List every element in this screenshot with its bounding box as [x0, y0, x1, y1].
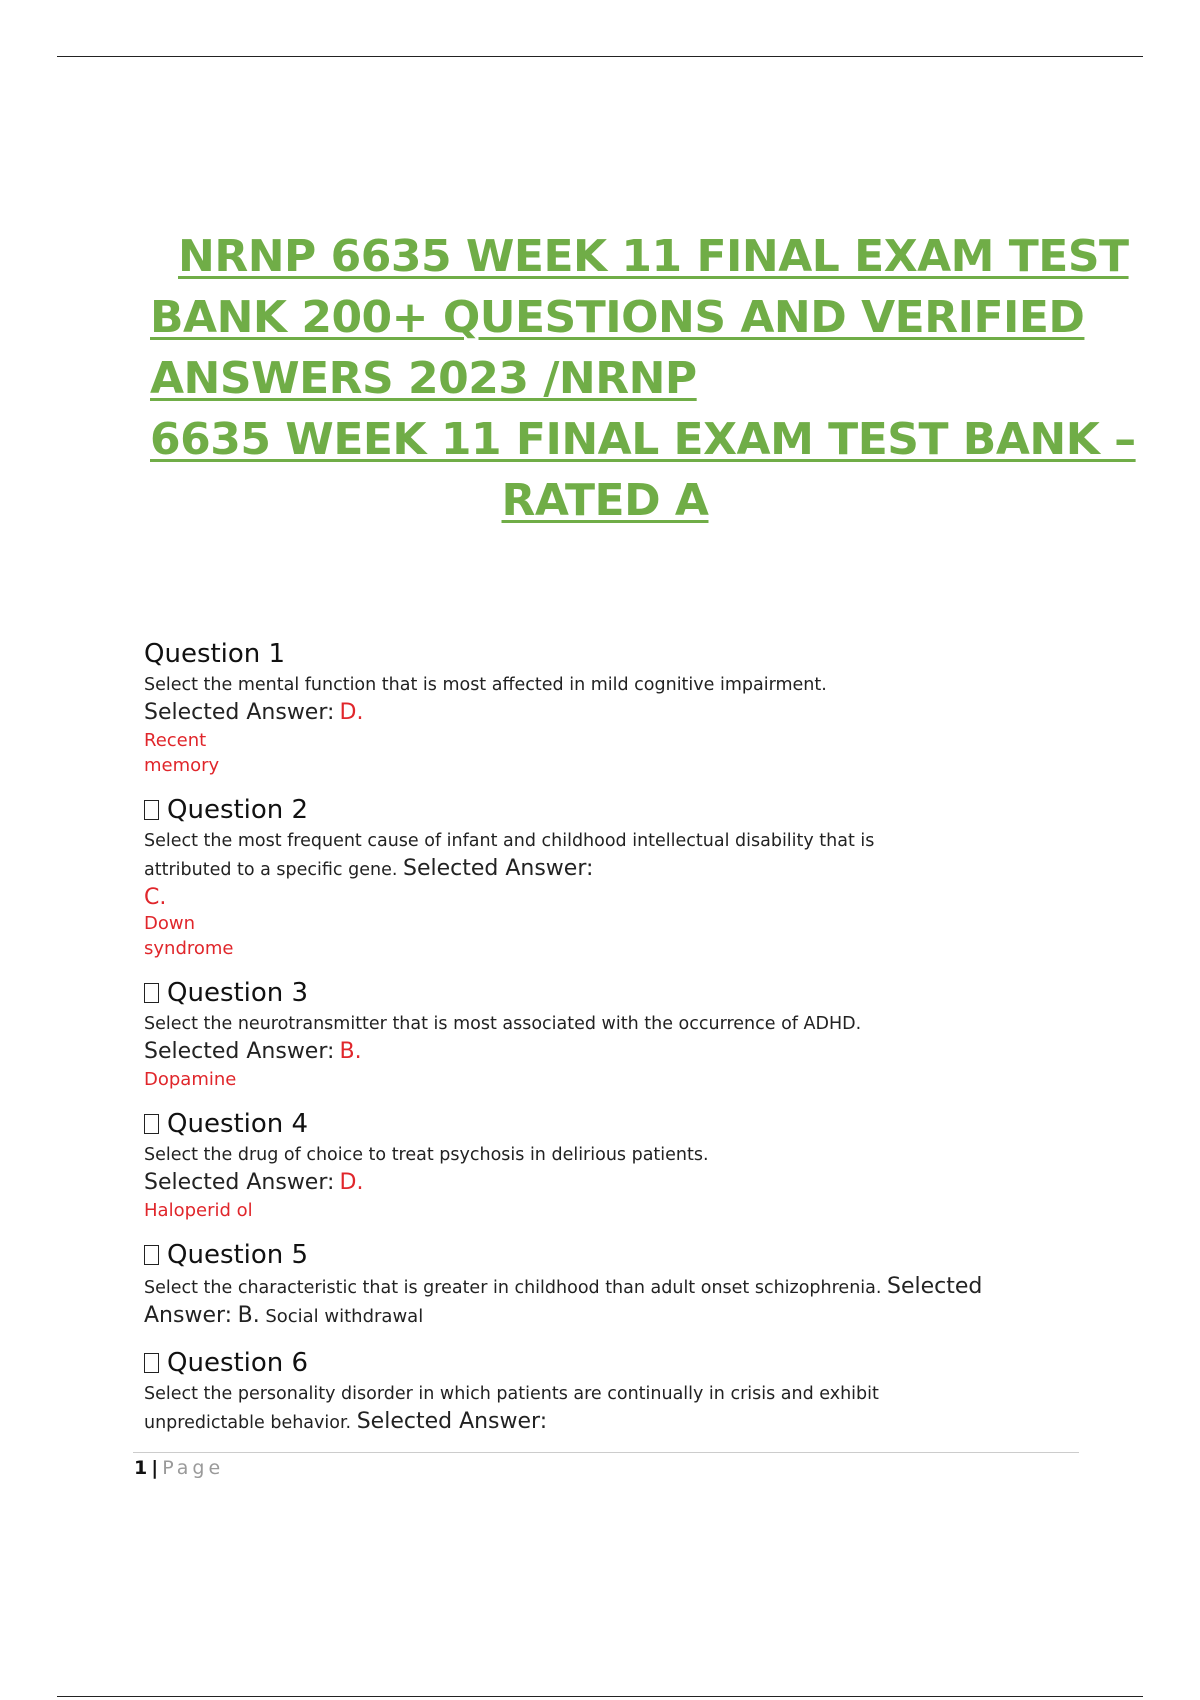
- answer-text: Social withdrawal: [265, 1306, 424, 1327]
- question-2: [144, 792, 1084, 961]
- selected-answer-label: Selected Answer:: [144, 1039, 335, 1064]
- question-text: [144, 828, 1084, 884]
- answer-text-line: memory: [144, 755, 220, 776]
- question-heading: [144, 792, 1084, 828]
- checkbox-icon: [144, 800, 159, 820]
- question-heading: [144, 1237, 1084, 1273]
- selected-answer-label: Answer:: [144, 1303, 233, 1328]
- question-heading: [144, 1106, 1084, 1142]
- question-5: [144, 1237, 1084, 1331]
- header-rule: [57, 56, 1143, 57]
- answer-text-line: Dopamine: [144, 1069, 237, 1090]
- question-text: [144, 672, 1084, 699]
- question-title: Question 5: [167, 1240, 309, 1270]
- selected-answer-label: Selected Answer:: [144, 1170, 335, 1195]
- answer-letter: D.: [339, 700, 364, 725]
- title-line-5: RATED A: [501, 475, 709, 526]
- question-3: [144, 975, 1084, 1092]
- document-title: [150, 226, 1136, 531]
- answer-text-line: Recent: [144, 730, 207, 751]
- question-text: [144, 1408, 1084, 1437]
- question-title: Question 4: [167, 1109, 309, 1139]
- questions-list: [144, 636, 1084, 1451]
- selected-answer-label: Selected Answer:: [402, 856, 594, 881]
- answer-letter: D.: [339, 1170, 364, 1195]
- answer-text-line: syndrome: [144, 938, 234, 959]
- question-text: [144, 1142, 1084, 1169]
- question-heading: [144, 636, 1084, 672]
- checkbox-icon: [144, 1245, 159, 1265]
- footer-separator: |: [151, 1457, 159, 1479]
- question-title: Question 2: [167, 795, 309, 825]
- question-prompt: Select the characteristic that is greater in childhood than adult onset schizophrenia.: [144, 1278, 882, 1298]
- selected-answer-label: Selected Answer:: [356, 1409, 548, 1434]
- selected-answer: [144, 1169, 1084, 1198]
- title-line-3: ANSWERS 2023 /NRNP: [150, 353, 697, 404]
- question-text: [144, 1011, 1084, 1038]
- title-line-1: NRNP 6635 WEEK 11 FINAL EXAM TEST: [178, 231, 1129, 282]
- question-prompt: Select the drug of choice to treat psychosis in delirious patients.: [144, 1145, 709, 1165]
- question-1: [144, 636, 1084, 778]
- question-6: [144, 1345, 1084, 1437]
- question-title: Question 6: [167, 1348, 309, 1378]
- question-heading: [144, 1345, 1084, 1381]
- question-prompt-line: Select the personality disorder in which patients are continually in crisis and exhibit: [144, 1384, 879, 1404]
- question-prompt: Select the neurotransmitter that is most associated with the occurrence of ADHD.: [144, 1014, 862, 1034]
- answer-letter: C.: [144, 885, 167, 910]
- selected-answer: [144, 699, 1084, 728]
- page-footer: [134, 1456, 224, 1480]
- bottom-rule: [57, 1696, 1143, 1697]
- checkbox-icon: [144, 1353, 159, 1373]
- question-text: [144, 1273, 1084, 1331]
- footer-rule: [133, 1452, 1079, 1453]
- title-line-4: 6635 WEEK 11 FINAL EXAM TEST BANK –: [150, 414, 1136, 465]
- question-prompt-line: attributed to a specific gene.: [144, 860, 398, 880]
- question-heading: [144, 975, 1084, 1011]
- answer-letter: B.: [237, 1303, 260, 1328]
- question-prompt-line: Select the most frequent cause of infant and childhood intellectual disability that is: [144, 831, 875, 851]
- question-title: Question 3: [167, 978, 309, 1008]
- selected-answer-label: Selected: [887, 1274, 983, 1299]
- question-title: Question 1: [144, 639, 286, 669]
- title-line-2: BANK 200+ QUESTIONS AND VERIFIED: [150, 292, 1085, 343]
- answer-text-line: Down: [144, 913, 196, 934]
- question-4: [144, 1106, 1084, 1223]
- checkbox-icon: [144, 983, 159, 1003]
- page-label: Page: [162, 1457, 225, 1479]
- answer-text-line: Haloperid ol: [144, 1200, 253, 1221]
- question-prompt-line: unpredictable behavior.: [144, 1413, 352, 1433]
- answer-letter: B.: [339, 1039, 362, 1064]
- question-prompt: Select the mental function that is most affected in mild cognitive impairment.: [144, 675, 827, 695]
- checkbox-icon: [144, 1114, 159, 1134]
- question-text: [144, 1381, 984, 1408]
- page-number: 1: [134, 1457, 148, 1479]
- selected-answer-label: Selected Answer:: [144, 700, 335, 725]
- selected-answer: [144, 1038, 1084, 1067]
